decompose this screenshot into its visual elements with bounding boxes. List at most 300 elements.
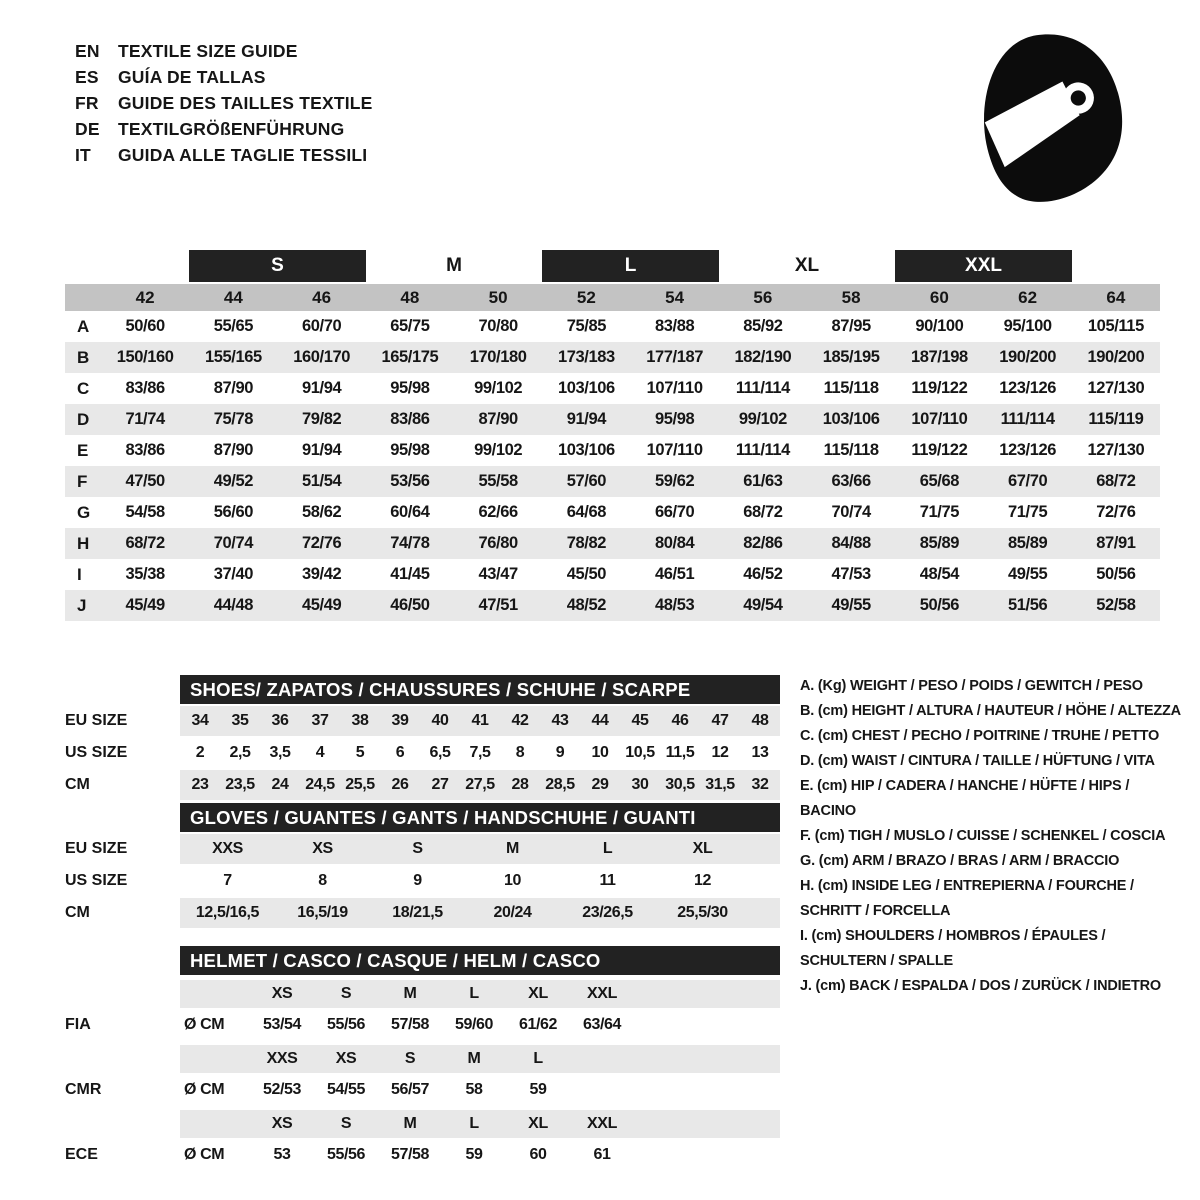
size-value-cell: 83/86 xyxy=(125,441,165,459)
value-cell: 54/55 xyxy=(326,1081,366,1098)
size-value-cell: 95/100 xyxy=(1003,317,1052,335)
size-value-cell: 99/102 xyxy=(474,379,523,397)
size-header-cell: S xyxy=(404,1050,416,1067)
size-value-cell: 182/190 xyxy=(734,348,792,366)
value-cell: 28,5 xyxy=(545,776,575,793)
gloves-table-body xyxy=(65,834,780,928)
size-value-cell: 52/58 xyxy=(1096,596,1136,614)
size-value-cell: 87/90 xyxy=(478,410,518,428)
value-cell: 7,5 xyxy=(469,744,491,761)
size-value-cell: 87/90 xyxy=(213,379,254,397)
size-row-b xyxy=(65,342,1160,373)
value-cell: 23,5 xyxy=(225,776,255,793)
size-column-header xyxy=(65,284,1160,311)
column-header-52: 52 xyxy=(576,287,596,307)
size-value-cell: 150/160 xyxy=(116,348,174,366)
value-cell: 8 xyxy=(515,744,525,761)
value-cell: 7 xyxy=(223,872,232,889)
size-value-cell: 85/92 xyxy=(743,317,783,335)
size-header-cell: XXS xyxy=(266,1050,298,1067)
size-row-e xyxy=(65,435,1160,466)
row-label: H xyxy=(77,533,90,553)
size-value-cell: 70/80 xyxy=(478,317,518,335)
size-value-cell: 59/62 xyxy=(654,472,695,490)
row-label: G xyxy=(77,502,91,522)
size-value-cell: 62/66 xyxy=(478,503,518,521)
size-header-cell: XXL xyxy=(587,985,617,1002)
size-value-cell: 87/91 xyxy=(1096,534,1136,552)
size-value-cell: 68/72 xyxy=(1096,472,1136,490)
value-cell: 60 xyxy=(529,1146,547,1163)
size-value-cell: 72/76 xyxy=(1096,503,1136,521)
value-cell: 5 xyxy=(355,744,365,761)
value-cell: 12 xyxy=(711,744,729,761)
size-header-cell: L xyxy=(469,1115,479,1132)
value-cell: 25,5/30 xyxy=(677,904,728,921)
size-value-cell: 190/200 xyxy=(1087,348,1145,366)
legend-item-f: F. (cm) TIGH / MUSLO / CUISSE / SCHENKEL / COSCIA xyxy=(800,828,1166,844)
size-value-cell: 68/72 xyxy=(125,534,165,552)
value-cell: 16,5/19 xyxy=(297,904,348,921)
row-cells xyxy=(180,1075,780,1105)
row-label: D xyxy=(77,409,90,429)
row-label: E xyxy=(77,440,89,460)
size-value-cell: 53/56 xyxy=(390,472,430,490)
size-value-cell: 39/42 xyxy=(301,565,342,583)
helmet-table-title: HELMET / CASCO / CASQUE / HELM / CASCO xyxy=(180,946,780,975)
size-value-cell: 90/100 xyxy=(915,317,964,335)
language-row-es xyxy=(75,64,373,90)
value-cell: 10,5 xyxy=(625,744,655,761)
legend-item-e: E. (cm) HIP / CADERA / HANCHE / HÜFTE / HIPS / BACINO xyxy=(800,778,1130,819)
value-cell: 59 xyxy=(465,1146,483,1163)
size-value-cell: 60/70 xyxy=(301,317,342,335)
helmet-sizes-row-cmr xyxy=(65,1045,780,1073)
value-cell: 59 xyxy=(529,1081,547,1098)
column-header-48: 48 xyxy=(400,287,420,307)
size-row-a xyxy=(65,311,1160,342)
size-value-cell: 48/53 xyxy=(654,596,695,614)
value-cell: 6,5 xyxy=(429,744,451,761)
size-value-cell: 46/50 xyxy=(390,596,430,614)
size-band-row xyxy=(65,250,1160,282)
size-value-cell: 50/56 xyxy=(1096,565,1136,583)
value-cell: 45 xyxy=(631,712,649,729)
size-value-cell: 91/94 xyxy=(301,441,342,459)
value-cell: L xyxy=(602,840,613,857)
size-value-cell: 47/50 xyxy=(125,472,165,490)
cm-row xyxy=(65,770,780,800)
value-cell: 24,5 xyxy=(305,776,335,793)
size-value-cell: 123/126 xyxy=(999,379,1057,397)
gloves-table xyxy=(65,803,780,928)
size-value-cell: 47/53 xyxy=(831,565,871,583)
size-row-d xyxy=(65,404,1160,435)
language-row-fr xyxy=(75,90,373,116)
row-label xyxy=(65,980,180,1008)
helmet-sizes-row-ece xyxy=(65,1110,780,1138)
row-label xyxy=(65,1045,180,1073)
size-value-cell: 51/54 xyxy=(301,472,342,490)
size-row-h xyxy=(65,528,1160,559)
size-value-cell: 91/94 xyxy=(301,379,342,397)
size-value-cell: 35/38 xyxy=(125,565,165,583)
size-value-cell: 119/122 xyxy=(911,441,968,459)
eu-size-row xyxy=(65,706,780,736)
size-band-xxl: XXL xyxy=(895,250,1072,282)
value-cell: 12 xyxy=(694,872,711,889)
value-cell: 3,5 xyxy=(269,744,291,761)
unit-cell: Ø CM xyxy=(184,1081,225,1098)
value-cell: 53/54 xyxy=(262,1016,302,1033)
size-value-cell: 111/114 xyxy=(735,379,790,397)
size-value-cell: 51/56 xyxy=(1007,596,1048,614)
value-cell: 30,5 xyxy=(665,776,695,793)
value-cell: 13 xyxy=(751,744,769,761)
size-row-f xyxy=(65,466,1160,497)
size-value-cell: 107/110 xyxy=(646,379,703,397)
value-cell: 2 xyxy=(195,744,205,761)
row-cells xyxy=(180,866,780,896)
value-cell: 31,5 xyxy=(705,776,735,793)
size-value-cell: 185/195 xyxy=(822,348,880,366)
size-value-cell: 37/40 xyxy=(213,565,254,583)
column-header-58: 58 xyxy=(841,287,861,307)
value-cell: 59/60 xyxy=(454,1016,494,1033)
column-header-62: 62 xyxy=(1018,287,1038,307)
size-value-cell: 82/86 xyxy=(743,534,783,552)
us-size-row xyxy=(65,866,780,896)
value-cell: 58 xyxy=(465,1081,483,1098)
size-header-cell: XL xyxy=(528,1115,548,1132)
size-value-cell: 187/198 xyxy=(910,348,968,366)
shoes-table-body xyxy=(65,706,780,800)
size-value-cell: 45/49 xyxy=(301,596,342,614)
unit-cell: Ø CM xyxy=(184,1146,225,1163)
guide-title: GUÍA DE TALLAS xyxy=(118,66,266,87)
value-cell: 9 xyxy=(413,872,422,889)
value-cell: 11 xyxy=(599,872,616,889)
column-header-54: 54 xyxy=(665,287,685,307)
size-value-cell: 47/51 xyxy=(478,596,518,614)
size-value-cell: 45/50 xyxy=(566,565,607,583)
size-value-cell: 64/68 xyxy=(566,503,607,521)
row-label: CMR xyxy=(65,1081,102,1098)
column-header-46: 46 xyxy=(312,287,332,307)
value-cell: 38 xyxy=(351,712,369,729)
size-value-cell: 67/70 xyxy=(1007,472,1048,490)
size-band-l: L xyxy=(542,250,719,282)
size-value-cell: 66/70 xyxy=(654,503,695,521)
size-value-cell: 63/66 xyxy=(831,472,871,490)
value-cell: 26 xyxy=(391,776,409,793)
size-value-cell: 85/89 xyxy=(919,534,960,552)
textile-size-table xyxy=(65,250,1160,621)
size-band-s: S xyxy=(189,250,366,282)
value-cell: 6 xyxy=(395,744,405,761)
size-value-cell: 111/114 xyxy=(1000,410,1055,428)
helmet-fia-row xyxy=(65,1010,780,1040)
size-row-c xyxy=(65,373,1160,404)
size-header-cell: XXL xyxy=(587,1115,617,1132)
column-header-60: 60 xyxy=(929,287,949,307)
language-code: ES xyxy=(75,66,99,87)
size-value-cell: 68/72 xyxy=(743,503,783,521)
value-cell: 48 xyxy=(751,712,769,729)
size-value-cell: 75/78 xyxy=(213,410,254,428)
size-value-cell: 55/58 xyxy=(478,472,518,490)
legend-item-h: H. (cm) INSIDE LEG / ENTREPIERNA / FOURCHE / SCHRITT / FORCELLA xyxy=(800,878,1134,919)
size-value-cell: 60/64 xyxy=(390,503,430,521)
size-value-cell: 56/60 xyxy=(213,503,254,521)
row-label: ECE xyxy=(65,1146,98,1163)
eu-size-row xyxy=(65,834,780,864)
value-cell: 37 xyxy=(311,712,329,729)
language-title-block xyxy=(75,38,373,168)
legend-item-i: I. (cm) SHOULDERS / HOMBROS / ÉPAULES / SCHULTERN / SPALLE xyxy=(800,928,1106,969)
row-label: J xyxy=(77,595,87,615)
size-value-cell: 80/84 xyxy=(654,534,695,552)
value-cell: 42 xyxy=(511,712,529,729)
value-cell: 2,5 xyxy=(229,744,251,761)
size-value-cell: 91/94 xyxy=(566,410,607,428)
size-value-cell: 177/187 xyxy=(646,348,704,366)
value-cell: 34 xyxy=(191,712,209,729)
value-cell: 11,5 xyxy=(665,744,695,761)
size-value-cell: 79/82 xyxy=(301,410,342,428)
value-cell: 57/58 xyxy=(390,1016,430,1033)
size-value-cell: 71/75 xyxy=(919,503,960,521)
row-label: EU SIZE xyxy=(65,840,128,857)
value-cell: M xyxy=(506,840,519,857)
row-label: B xyxy=(77,347,90,367)
column-header-56: 56 xyxy=(753,287,773,307)
size-header-cell: S xyxy=(340,985,352,1002)
size-value-cell: 49/52 xyxy=(213,472,254,490)
language-row-de xyxy=(75,116,373,142)
row-cells xyxy=(180,1045,780,1073)
size-value-cell: 72/76 xyxy=(301,534,342,552)
size-band-xl: XL xyxy=(794,255,820,276)
value-cell: 46 xyxy=(671,712,689,729)
value-cell: 41 xyxy=(471,712,489,729)
value-cell: 55/56 xyxy=(326,1016,366,1033)
language-code: FR xyxy=(75,92,99,113)
value-cell: 63/64 xyxy=(582,1016,622,1033)
row-label: F xyxy=(77,471,88,491)
size-value-cell: 49/54 xyxy=(743,596,783,614)
value-cell: 30 xyxy=(631,776,649,793)
size-value-cell: 155/165 xyxy=(204,348,262,366)
gloves-table-title: GLOVES / GUANTES / GANTS / HANDSCHUHE / GUANTI xyxy=(180,803,780,832)
size-value-cell: 70/74 xyxy=(213,534,254,552)
language-code: DE xyxy=(75,118,100,139)
size-value-cell: 45/49 xyxy=(125,596,165,614)
size-value-cell: 105/115 xyxy=(1087,317,1144,335)
unit-cell: Ø CM xyxy=(184,1016,225,1033)
guide-title: GUIDA ALLE TAGLIE TESSILI xyxy=(118,144,368,165)
size-value-cell: 65/75 xyxy=(390,317,430,335)
legend-item-j: J. (cm) BACK / ESPALDA / DOS / ZURÜCK / INDIETRO xyxy=(800,978,1161,994)
size-value-cell: 115/118 xyxy=(823,379,879,397)
value-cell: 43 xyxy=(551,712,569,729)
legend-item-c: C. (cm) CHEST / PECHO / POITRINE / TRUHE / PETTO xyxy=(800,728,1160,744)
row-cells xyxy=(180,1140,780,1170)
size-value-cell: 76/80 xyxy=(478,534,518,552)
value-cell: 56/57 xyxy=(390,1081,430,1098)
size-value-cell: 95/98 xyxy=(390,441,430,459)
size-row-i xyxy=(65,559,1160,590)
row-cells xyxy=(180,1010,780,1040)
size-value-cell: 75/85 xyxy=(566,317,607,335)
column-header-64: 64 xyxy=(1106,287,1126,307)
value-cell: 24 xyxy=(271,776,289,793)
column-header-44: 44 xyxy=(223,287,243,307)
row-label: US SIZE xyxy=(65,744,128,761)
row-label: C xyxy=(77,378,90,398)
row-cells xyxy=(180,770,780,800)
size-value-cell: 50/60 xyxy=(125,317,165,335)
size-value-cell: 46/51 xyxy=(654,565,695,583)
language-code: EN xyxy=(75,40,100,61)
value-cell: 23/26,5 xyxy=(582,904,633,921)
size-value-cell: 78/82 xyxy=(566,534,607,552)
value-cell: XL xyxy=(692,840,713,857)
size-header-cell: M xyxy=(403,1115,417,1132)
language-row-en xyxy=(75,38,373,64)
value-cell: 9 xyxy=(555,744,565,761)
guide-title: TEXTILGRÖßENFÜHRUNG xyxy=(118,118,345,139)
legend-item-b: B. (cm) HEIGHT / ALTURA / HAUTEUR / HÖHE / ALTEZZA xyxy=(800,703,1181,719)
helmet-ece-row xyxy=(65,1140,780,1170)
value-cell: 18/21,5 xyxy=(392,904,443,921)
size-header-cell: L xyxy=(533,1050,543,1067)
size-value-cell: 170/180 xyxy=(469,348,527,366)
value-cell: 44 xyxy=(591,712,609,729)
row-label: FIA xyxy=(65,1016,91,1033)
value-cell: 23 xyxy=(191,776,209,793)
value-cell: 40 xyxy=(431,712,449,729)
row-label: US SIZE xyxy=(65,872,128,889)
size-table-body xyxy=(65,311,1160,621)
size-value-cell: 119/122 xyxy=(911,379,968,397)
size-header-cell: XS xyxy=(335,1050,357,1067)
legend-item-d: D. (cm) WAIST / CINTURA / TAILLE / HÜFTUNG / VITA xyxy=(800,753,1155,769)
value-cell: XXS xyxy=(212,840,243,857)
guide-title: TEXTILE SIZE GUIDE xyxy=(118,40,298,61)
language-row-it xyxy=(75,142,373,168)
size-header-cell: S xyxy=(340,1115,352,1132)
size-value-cell: 111/114 xyxy=(735,441,790,459)
size-value-cell: 49/55 xyxy=(831,596,871,614)
value-cell: 36 xyxy=(271,712,289,729)
size-value-cell: 49/55 xyxy=(1007,565,1048,583)
row-label: A xyxy=(77,316,90,336)
value-cell: 12,5/16,5 xyxy=(195,904,260,921)
value-cell: 32 xyxy=(751,776,769,793)
value-cell: 53 xyxy=(273,1146,291,1163)
value-cell: 35 xyxy=(231,712,249,729)
value-cell: 47 xyxy=(711,712,729,729)
size-value-cell: 173/183 xyxy=(557,348,615,366)
size-value-cell: 190/200 xyxy=(999,348,1057,366)
size-value-cell: 61/63 xyxy=(743,472,783,490)
full-face-helmet-icon xyxy=(958,28,1148,208)
value-cell: 27 xyxy=(431,776,449,793)
value-cell: 52/53 xyxy=(262,1081,302,1098)
size-header-cell: XS xyxy=(271,985,293,1002)
size-row-g xyxy=(65,497,1160,528)
language-code: IT xyxy=(75,144,91,165)
value-cell: 10 xyxy=(504,872,521,889)
size-value-cell: 99/102 xyxy=(474,441,523,459)
size-header-cell: XS xyxy=(271,1115,293,1132)
size-value-cell: 95/98 xyxy=(390,379,430,397)
size-value-cell: 55/65 xyxy=(213,317,254,335)
helmet-table xyxy=(65,946,780,1170)
row-label: I xyxy=(77,564,82,584)
size-value-cell: 127/130 xyxy=(1087,379,1145,397)
value-cell: 39 xyxy=(391,712,409,729)
size-value-cell: 43/47 xyxy=(478,565,518,583)
size-value-cell: 44/48 xyxy=(213,596,254,614)
row-cells xyxy=(180,834,780,864)
value-cell: 29 xyxy=(591,776,609,793)
size-value-cell: 83/88 xyxy=(654,317,695,335)
cm-row xyxy=(65,898,780,928)
size-value-cell: 48/52 xyxy=(566,596,607,614)
us-size-row xyxy=(65,738,780,768)
size-row-j xyxy=(65,590,1160,621)
row-label: CM xyxy=(65,776,90,793)
size-value-cell: 48/54 xyxy=(919,565,960,583)
size-value-cell: 46/52 xyxy=(743,565,783,583)
value-cell: 4 xyxy=(315,744,325,761)
size-value-cell: 83/86 xyxy=(390,410,430,428)
size-value-cell: 50/56 xyxy=(919,596,960,614)
size-value-cell: 71/74 xyxy=(125,410,165,428)
helmet-table-body xyxy=(65,980,780,1170)
size-value-cell: 71/75 xyxy=(1007,503,1048,521)
value-cell: 55/56 xyxy=(326,1146,366,1163)
row-cells xyxy=(180,706,780,736)
value-cell: 20/24 xyxy=(493,904,532,921)
size-value-cell: 85/89 xyxy=(1007,534,1048,552)
column-header-50: 50 xyxy=(488,287,508,307)
size-value-cell: 95/98 xyxy=(654,410,695,428)
guide-title: GUIDE DES TAILLES TEXTILE xyxy=(118,92,373,113)
value-cell: 27,5 xyxy=(465,776,495,793)
size-value-cell: 54/58 xyxy=(125,503,165,521)
value-cell: XS xyxy=(312,840,333,857)
size-value-cell: 115/118 xyxy=(823,441,879,459)
value-cell: 8 xyxy=(318,872,327,889)
size-band-m: M xyxy=(446,255,462,276)
column-header-42: 42 xyxy=(135,287,155,307)
size-value-cell: 84/88 xyxy=(831,534,871,552)
row-cells xyxy=(180,980,780,1008)
value-cell: 28 xyxy=(511,776,529,793)
row-cells xyxy=(180,1110,780,1138)
size-value-cell: 107/110 xyxy=(911,410,968,428)
size-value-cell: 107/110 xyxy=(646,441,703,459)
value-cell: 61 xyxy=(593,1146,611,1163)
value-cell: 57/58 xyxy=(390,1146,430,1163)
size-value-cell: 70/74 xyxy=(831,503,871,521)
legend-item-g: G. (cm) ARM / BRAZO / BRAS / ARM / BRACCIO xyxy=(800,853,1120,869)
value-cell: S xyxy=(412,840,423,857)
size-value-cell: 123/126 xyxy=(999,441,1057,459)
